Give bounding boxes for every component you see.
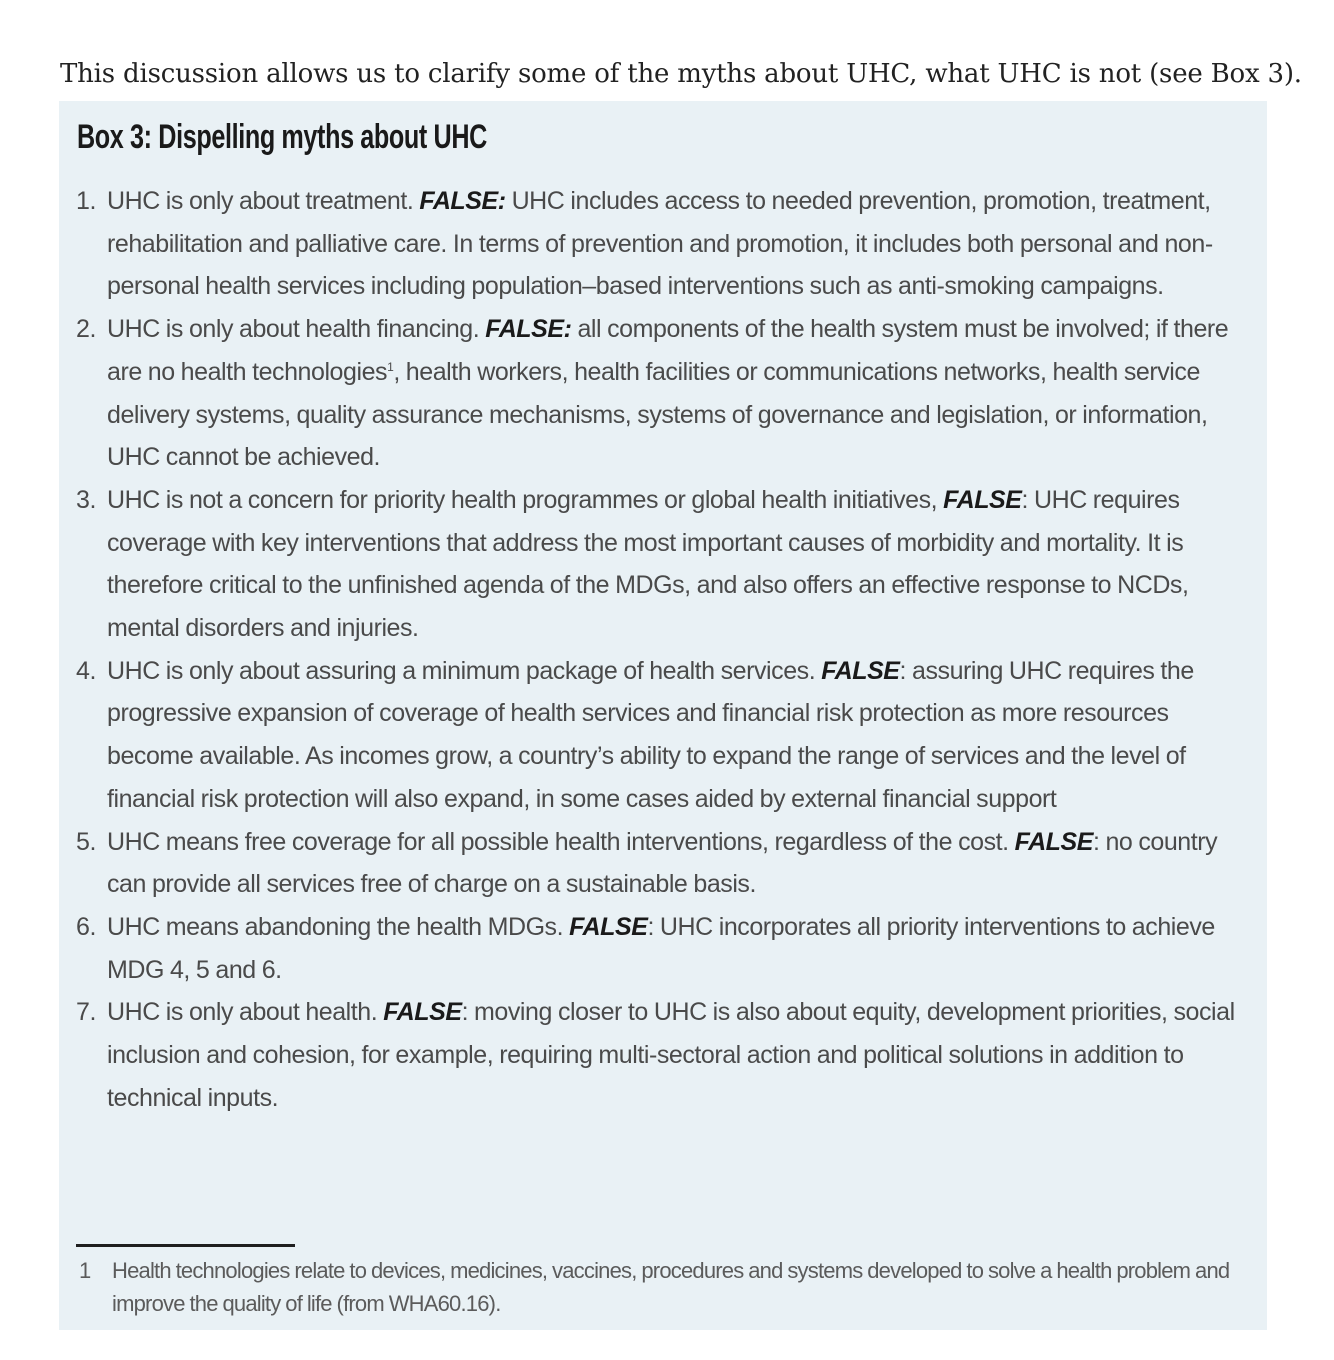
myth-number: 2. <box>76 315 96 344</box>
myth-claim: UHC is only about health. <box>107 998 384 1027</box>
myth-item-1 <box>76 180 1256 308</box>
myth-explanation: : assuring UHC requires the progressive expansion of coverage of health services and financial risk protection as more resources become available. As incomes grow, a country’s ability to expand the range of services and the level of financial risk protection will also expand, in some cases aided by external financial support <box>107 656 1194 813</box>
myth-item-4 <box>76 650 1256 821</box>
false-label: FALSE <box>383 998 462 1027</box>
myths-list <box>76 180 1256 1119</box>
footnote-text: Health technologies relate to devices, medicines, vaccines, procedures and systems developed to solve a health problem and improve the quality of life (from WHA60.16). <box>112 1258 1230 1316</box>
false-label: FALSE: <box>419 187 506 215</box>
myth-number: 6. <box>76 912 96 941</box>
myth-item-3 <box>76 479 1256 650</box>
false-label: FALSE <box>1014 827 1093 856</box>
false-label: FALSE <box>943 485 1022 514</box>
myth-number: 3. <box>76 485 96 514</box>
myth-item-6 <box>76 906 1256 991</box>
myth-explanation: : no country can provide all services free of charge on a sustainable basis. <box>107 827 1218 899</box>
footnote-reference: 1 <box>387 359 394 374</box>
false-label: FALSE <box>821 656 900 685</box>
myth-text <box>107 486 1188 642</box>
intro-paragraph: This discussion allows us to clarify some of the myths about UHC, what UHC is not (see Box 3). <box>60 59 1302 89</box>
myth-item-5 <box>76 821 1256 906</box>
myth-explanation-continued: , health workers, health facilities or communications networks, health service delivery systems, quality assurance mechanisms, systems of governance and legislation, or information, UHC cannot be achieved. <box>107 357 1208 472</box>
myth-claim: UHC means free coverage for all possible health interventions, regardless of the cost. <box>107 827 1015 856</box>
myths-box <box>59 101 1267 1330</box>
myth-explanation: : UHC requires coverage with key interventions that address the most important causes of morbidity and mortality. It is therefore critical to the unfinished agenda of the MDGs, and also offers an effective response to NCDs, mental disorders and injuries. <box>107 485 1189 643</box>
myth-claim: UHC is not a concern for priority health programmes or global health initiatives, <box>107 485 944 514</box>
myth-text <box>107 998 1235 1111</box>
myth-text <box>107 828 1217 899</box>
myth-number: 4. <box>76 656 96 685</box>
myth-explanation: : moving closer to UHC is also about equity, development priorities, social inclusion and cohesion, for example, requiring multi-sectoral action and political solutions in addition to technical inputs. <box>107 998 1235 1112</box>
footnote <box>76 1254 1236 1320</box>
myth-item-2 <box>76 308 1256 479</box>
myth-explanation: all components of the health system must be involved; if there are no health technologies <box>107 315 1229 386</box>
false-label: FALSE <box>569 912 648 941</box>
myth-number: 7. <box>76 998 96 1027</box>
myth-claim: UHC is only about health financing. <box>107 315 486 344</box>
footnote-divider <box>76 1244 295 1247</box>
myth-explanation: : UHC incorporates all priority interventions to achieve MDG 4, 5 and 6. <box>107 912 1215 984</box>
myth-text <box>107 187 1213 300</box>
myth-claim: UHC means abandoning the health MDGs. <box>107 912 570 941</box>
myth-claim: UHC is only about assuring a minimum package of health services. <box>107 656 822 685</box>
box-title: Box 3: Dispelling myths about UHC <box>77 118 487 156</box>
myth-item-7 <box>76 991 1256 1119</box>
myth-number: 5. <box>76 827 96 856</box>
myth-claim: UHC is only about treatment. <box>107 187 420 215</box>
footnote-number: 1 <box>79 1258 91 1283</box>
myth-number: 1. <box>76 187 96 215</box>
myth-text <box>107 315 1228 471</box>
myth-explanation: UHC includes access to needed prevention, promotion, treatment, rehabilitation and palliative care. In terms of prevention and promotion, it includes both personal and non-personal health services including population–based interventions such as anti-smoking campaigns. <box>107 187 1213 301</box>
myth-text <box>107 913 1215 984</box>
false-label: FALSE: <box>485 315 572 344</box>
myth-text <box>107 657 1194 813</box>
